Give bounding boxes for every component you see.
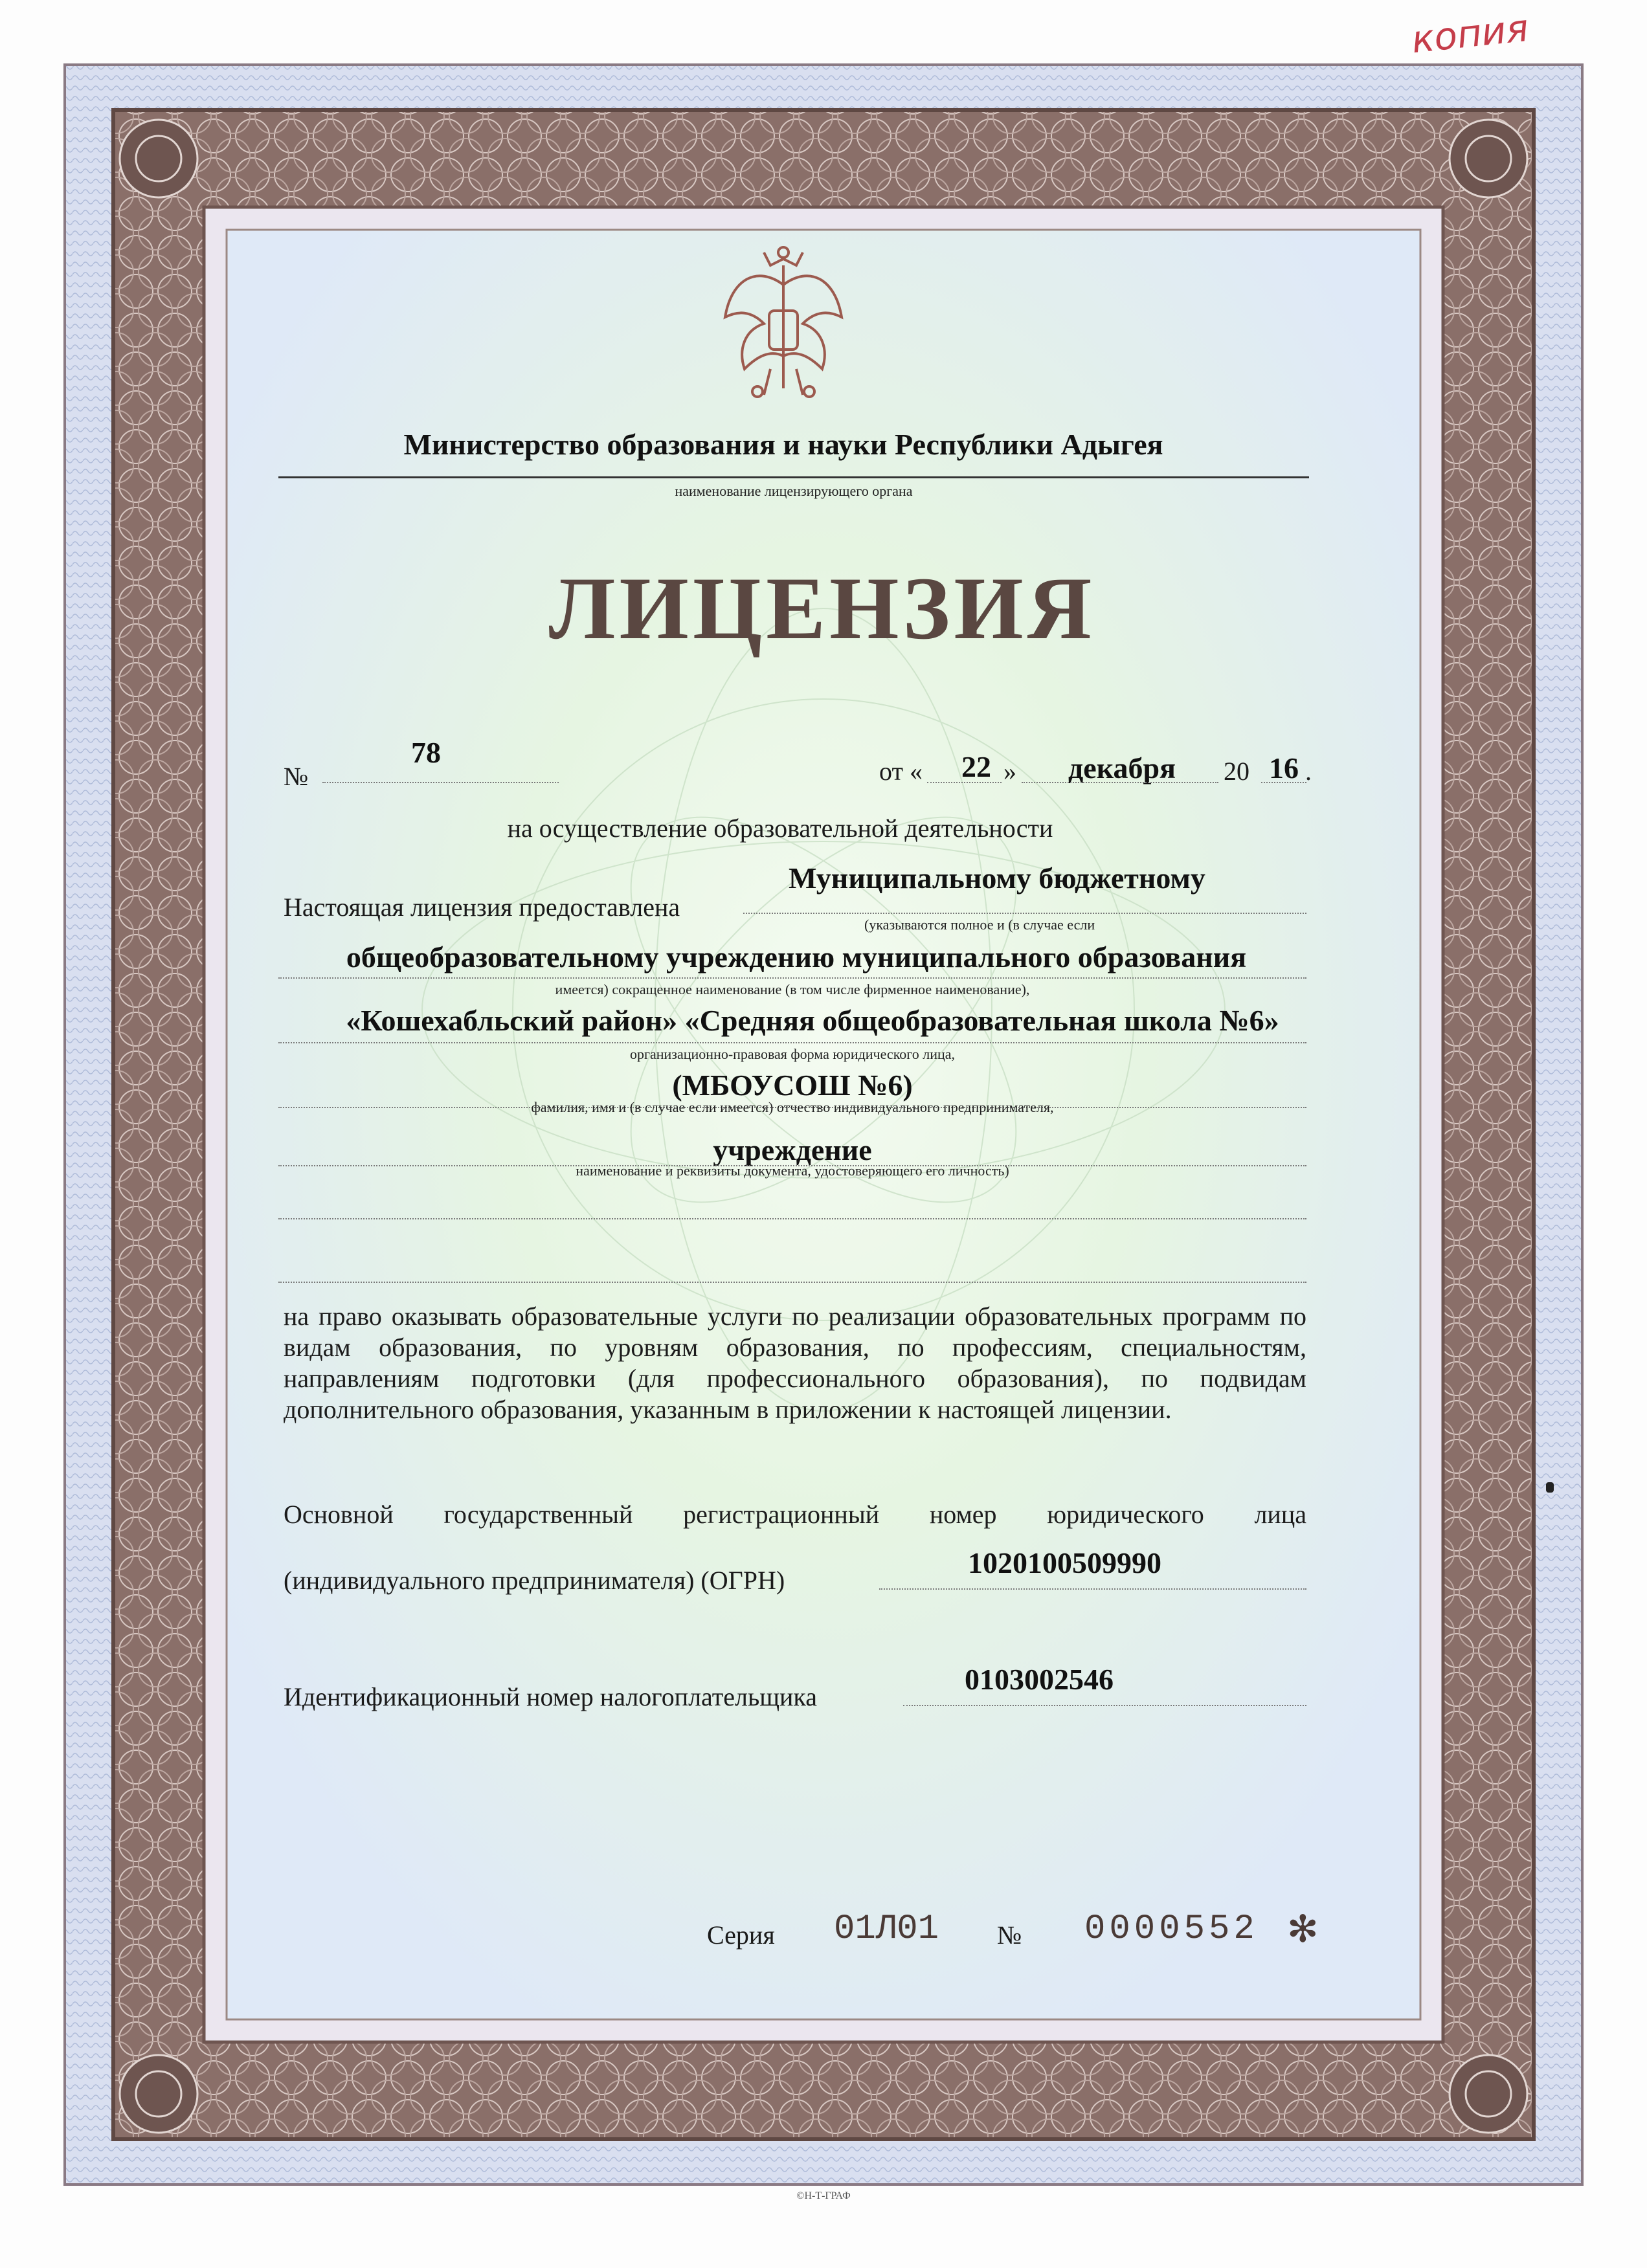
licensee-line-3: «Кошехабльский район» «Средняя общеобразовательная школа №6» (346, 1004, 1279, 1037)
licensee-line-1: Муниципальному бюджетному (789, 862, 1205, 895)
issuer-underline (278, 476, 1309, 478)
licensee-line-1-rule (743, 913, 1306, 914)
series-number-label: № (997, 1920, 1022, 1950)
issuer-name: Министерство образования и науки Республики Адыгея (403, 428, 1163, 461)
number-label: № (284, 762, 309, 791)
ogrn-label-line-1: Основной государственный регистрационный номер юридического лица (284, 1500, 1306, 1529)
printer-mark: ©Н-Т-ГРАФ (796, 2190, 851, 2201)
licensee-caption-3: организационно-правовая форма юридического лица, (629, 1046, 956, 1062)
date-year-suffix: 16 (1269, 751, 1299, 784)
ogrn-line (879, 1588, 1306, 1590)
blank-line-2 (278, 1282, 1306, 1283)
licensee-caption-1: (указываются полное и (в случае если (864, 917, 1095, 933)
licensee-caption-2: имеется) сокращенное наименование (в том числе фирменное наименование), (555, 981, 1030, 997)
series-number: 0000552 (1084, 1909, 1259, 1949)
rights-paragraph: на право оказывать образовательные услуги по реализации образовательных программ по видам образования, по уровням образования, по профессиям, специальностям, направлениям подготовки (для профессионального образования), по подвидам дополнительного образования, указанным в приложении к настоящей лицензии. (284, 1302, 1306, 1424)
licensee-caption-5: наименование и реквизиты документа, удостоверяющего его личность) (576, 1162, 1009, 1179)
series-label: Серия (707, 1920, 775, 1950)
issuer-caption: наименование лицензирующего органа (675, 483, 913, 499)
date-month-line (1022, 782, 1218, 783)
series-mark-icon: ✻ (1287, 1908, 1319, 1950)
date-day-line (927, 782, 1002, 783)
series-value: 01Л01 (834, 1909, 939, 1949)
granted-label: Настоящая лицензия предоставлена (284, 893, 680, 922)
license-number: 78 (411, 736, 441, 769)
date-month: декабря (1068, 751, 1176, 784)
licensee-line-2: общеобразовательному учреждению муниципального образования (346, 940, 1247, 973)
handwritten-copy-note: копия (1409, 5, 1531, 62)
date-close-quote: » (1003, 757, 1016, 786)
licensee-line-3-rule (278, 1042, 1306, 1043)
ogrn-label-line-2: (индивидуального предпринимателя) (ОГРН) (284, 1566, 785, 1595)
licensee-caption-4: фамилия, имя и (в случае если имеется) отчество индивидуального предпринимателя, (531, 1099, 1054, 1115)
document-title: ЛИЦЕНЗИЯ (548, 559, 1096, 658)
inn-value: 0103002546 (965, 1663, 1114, 1696)
inn-label: Идентификационный номер налогоплательщика (284, 1682, 818, 1711)
licensee-line-2-rule (278, 977, 1306, 979)
date-year-prefix: 20 (1224, 757, 1249, 786)
date-day: 22 (961, 750, 991, 783)
date-end-dot: . (1305, 757, 1312, 786)
date-from-label: от « (879, 757, 923, 786)
number-line (322, 782, 559, 783)
date-year-line (1261, 782, 1306, 783)
ogrn-value: 1020100509990 (968, 1546, 1161, 1579)
licensee-line-4: (МБОУСОШ №6) (672, 1069, 913, 1102)
license-purpose: на осуществление образовательной деятельности (507, 814, 1053, 843)
coat-of-arms-icon (719, 239, 848, 408)
inn-line (903, 1705, 1306, 1706)
margin-dot (1546, 1482, 1554, 1493)
licensee-line-5: учреждение (713, 1133, 872, 1166)
blank-line-1 (278, 1218, 1306, 1219)
